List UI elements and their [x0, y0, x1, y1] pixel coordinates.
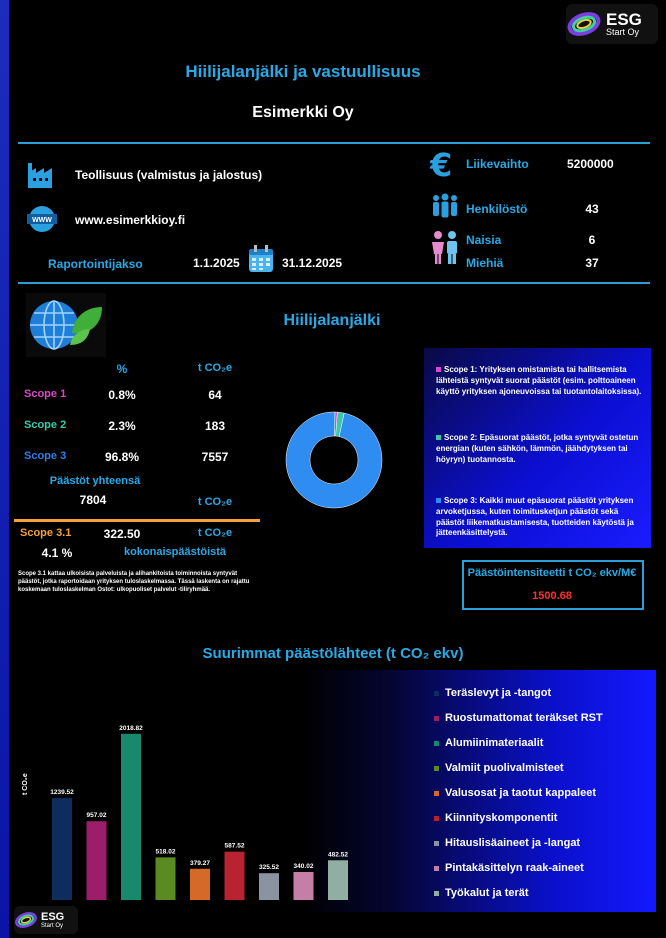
calendar-icon: [248, 245, 274, 278]
intensity-value: 1500.68: [532, 590, 572, 602]
scope3-description-text: Scope 3: Kaikki muut epäsuorat päästöt yrityksen arvoketjussa, kuten toimitusketjun päästöt sekä päästöt liikematkustamisesta, tuotteiden käytöstä ja jätteenkäsittelystä.: [436, 496, 634, 538]
women-value: 6: [588, 233, 596, 247]
scope2-t: 183: [204, 419, 226, 433]
legend-label-7: Hitauslisäaineet ja -langat: [445, 837, 581, 849]
bar-value-label-2: 957.02: [86, 812, 107, 820]
legend-swatch-6: [434, 816, 439, 821]
scope3-description: [436, 496, 644, 539]
legend-item-1: [434, 687, 551, 699]
scope2-description: [436, 433, 644, 465]
scope3-pct: 96.8%: [104, 450, 140, 464]
legend-label-5: Valusosat ja taotut kappaleet: [445, 787, 596, 799]
legend-swatch-2: [434, 716, 439, 721]
bar-value-label-6: 587.52: [224, 842, 245, 850]
bar-1: [52, 798, 72, 900]
intensity-label: Päästöintensiteetti t CO₂ ekv/M€: [467, 567, 637, 579]
period-end: 31.12.2025: [282, 256, 343, 270]
brand-name: ESG: [606, 10, 642, 29]
scope31-value: 322.50: [103, 527, 141, 541]
bar-4: [156, 857, 176, 900]
bar-7: [259, 873, 279, 900]
scope31-label: Scope 3.1: [20, 527, 72, 539]
brand-name-bottom: ESG: [41, 910, 65, 923]
industry-text: Teollisuus (valmistus ja jalostus): [75, 168, 263, 182]
legend-swatch-4: [434, 766, 439, 771]
legend-item-3: [434, 737, 543, 749]
chart-title: Suurimmat päästölähteet (t CO₂ ekv): [202, 645, 464, 662]
legend-item-6: [434, 812, 557, 824]
women-label: Naisia: [466, 233, 502, 247]
factory-icon: [27, 163, 55, 194]
bar-value-label-7: 325.52: [259, 864, 279, 872]
legend-label-3: Alumiinimateriaalit: [445, 737, 544, 749]
legend-swatch-8: [434, 866, 439, 871]
scope3-donut-slice: [286, 412, 382, 508]
total-value: 7804: [79, 493, 107, 507]
col-tco2-header: t CO₂e: [197, 362, 233, 374]
bar-value-label-1: 1239.52: [50, 788, 74, 796]
legend-item-7: [434, 837, 580, 849]
legend-label-6: Kiinnityskomponentit: [445, 812, 558, 824]
staff-label: Henkilöstö: [466, 202, 528, 216]
scope31-pct-label: kokonaispäästöistä: [123, 546, 227, 558]
svg-text:€: €: [430, 148, 453, 180]
bar-3: [121, 734, 141, 900]
total-label: Päästöt yhteensä: [49, 475, 141, 487]
scope2-pct: 2.3%: [108, 419, 136, 433]
bar-value-label-3: 2018.82: [119, 724, 143, 732]
bar-value-label-4: 518.02: [155, 848, 176, 856]
legend-label-9: Työkalut ja terät: [445, 887, 529, 899]
staff-value: 43: [585, 202, 599, 216]
legend-swatch-7: [434, 841, 439, 846]
scope3-t: 7557: [201, 450, 229, 464]
legend-item-5: [434, 787, 596, 799]
bar-value-label-8: 340.02: [293, 863, 314, 871]
scope31-unit: t CO₂e: [197, 527, 233, 539]
legend-label-8: Pintakäsittelyn raak-aineet: [445, 862, 584, 874]
brand-sub-bottom: Start Oy: [41, 922, 64, 929]
scope2-label: Scope 2: [24, 419, 67, 431]
globe-leaf-icon: [26, 293, 106, 362]
revenue-label: Liikevaihto: [466, 157, 529, 171]
men-label: Miehiä: [466, 256, 504, 270]
legend-swatch-3: [434, 741, 439, 746]
bar-9: [328, 860, 348, 900]
scope1-t: 64: [208, 388, 222, 402]
scope1-description: [436, 365, 644, 397]
emissions-bar-chart: [40, 700, 360, 910]
scope2-description-text: Scope 2: Epäsuorat päästöt, jotka syntyvät ostetun energian (kuten sähkön, lämmön, jäähdytyksen tai höyryn) tuotannosta.: [436, 433, 639, 464]
bar-6: [225, 852, 245, 900]
legend-swatch-1: [434, 691, 439, 696]
period-label: Raportointijakso: [48, 257, 143, 271]
brand-sub: Start Oy: [606, 27, 640, 37]
logo-swirl-icon-small: [14, 910, 38, 930]
bar-value-label-5: 379.27: [190, 859, 210, 867]
bar-8: [294, 872, 314, 900]
men-value: 37: [585, 256, 599, 270]
legend-item-8: [434, 862, 584, 874]
legend-item-4: [434, 762, 564, 774]
legend-swatch-5: [434, 791, 439, 796]
scope31-note: Scope 3.1 kattaa ulkoisista palveluista ja alihankitoista toiminnoista syntyvät päästöt, jotka raportoidaan yrityksen tuloslaskelmassa. Tässä laskenta on rajattu koskemaan tuloslaskelman Ostot: ulkopuoliset palvelut -tiliryhmää.: [18, 571, 250, 594]
scope-donut-chart: [284, 410, 384, 510]
period-start: 1.1.2025: [193, 256, 240, 270]
chart-y-label: t CO₂e: [22, 773, 29, 795]
website-link[interactable]: www.esimerkkioy.fi: [75, 213, 186, 227]
legend-label-4: Valmiit puolivalmisteet: [445, 762, 564, 774]
scope31-pct: 4.1 %: [41, 546, 73, 560]
legend-item-9: [434, 887, 529, 899]
page-title: Hiilijalanjälki ja vastuullisuus: [185, 62, 421, 81]
logo-swirl-icon: [566, 9, 602, 39]
legend-item-2: [434, 712, 603, 724]
legend-swatch-9: [434, 891, 439, 896]
globe-www-icon: [27, 205, 57, 238]
gender-icon: [430, 230, 460, 271]
svg-text:WWW: WWW: [32, 217, 52, 224]
euro-icon: [430, 148, 456, 185]
col-percent-header: %: [116, 362, 128, 376]
left-accent-bar: [0, 0, 9, 938]
bar-value-label-9: 482.52: [328, 851, 348, 859]
scope1-description-text: Scope 1: Yrityksen omistamista tai hallitsemista lähteistä syntyvät suorat päästöt (esim. polttoaineen käyttö yrityksen ajoneuvoissa tai tuotantolaitoksissa).: [436, 365, 642, 396]
divider-middle: [18, 282, 650, 284]
scope31-divider: [14, 519, 260, 522]
total-unit: t CO₂e: [197, 496, 233, 508]
scope1-pct: 0.8%: [108, 388, 136, 402]
legend-label-2: Ruostumattomat teräkset RST: [445, 712, 603, 724]
scope3-label: Scope 3: [24, 450, 67, 462]
legend-label-1: Teräslevyt ja -tangot: [445, 687, 552, 699]
scope1-label: Scope 1: [24, 388, 67, 400]
revenue-value: 5200000: [567, 157, 614, 171]
company-name: Esimerkki Oy: [252, 104, 354, 121]
brand-logo-bottom: [14, 906, 78, 934]
footprint-title: Hiilijalanjälki: [283, 312, 381, 329]
bar-5: [190, 869, 210, 900]
bar-2: [87, 821, 107, 900]
staff-group-icon: [430, 193, 460, 224]
divider-top: [18, 142, 650, 144]
brand-logo-top: [566, 4, 658, 44]
